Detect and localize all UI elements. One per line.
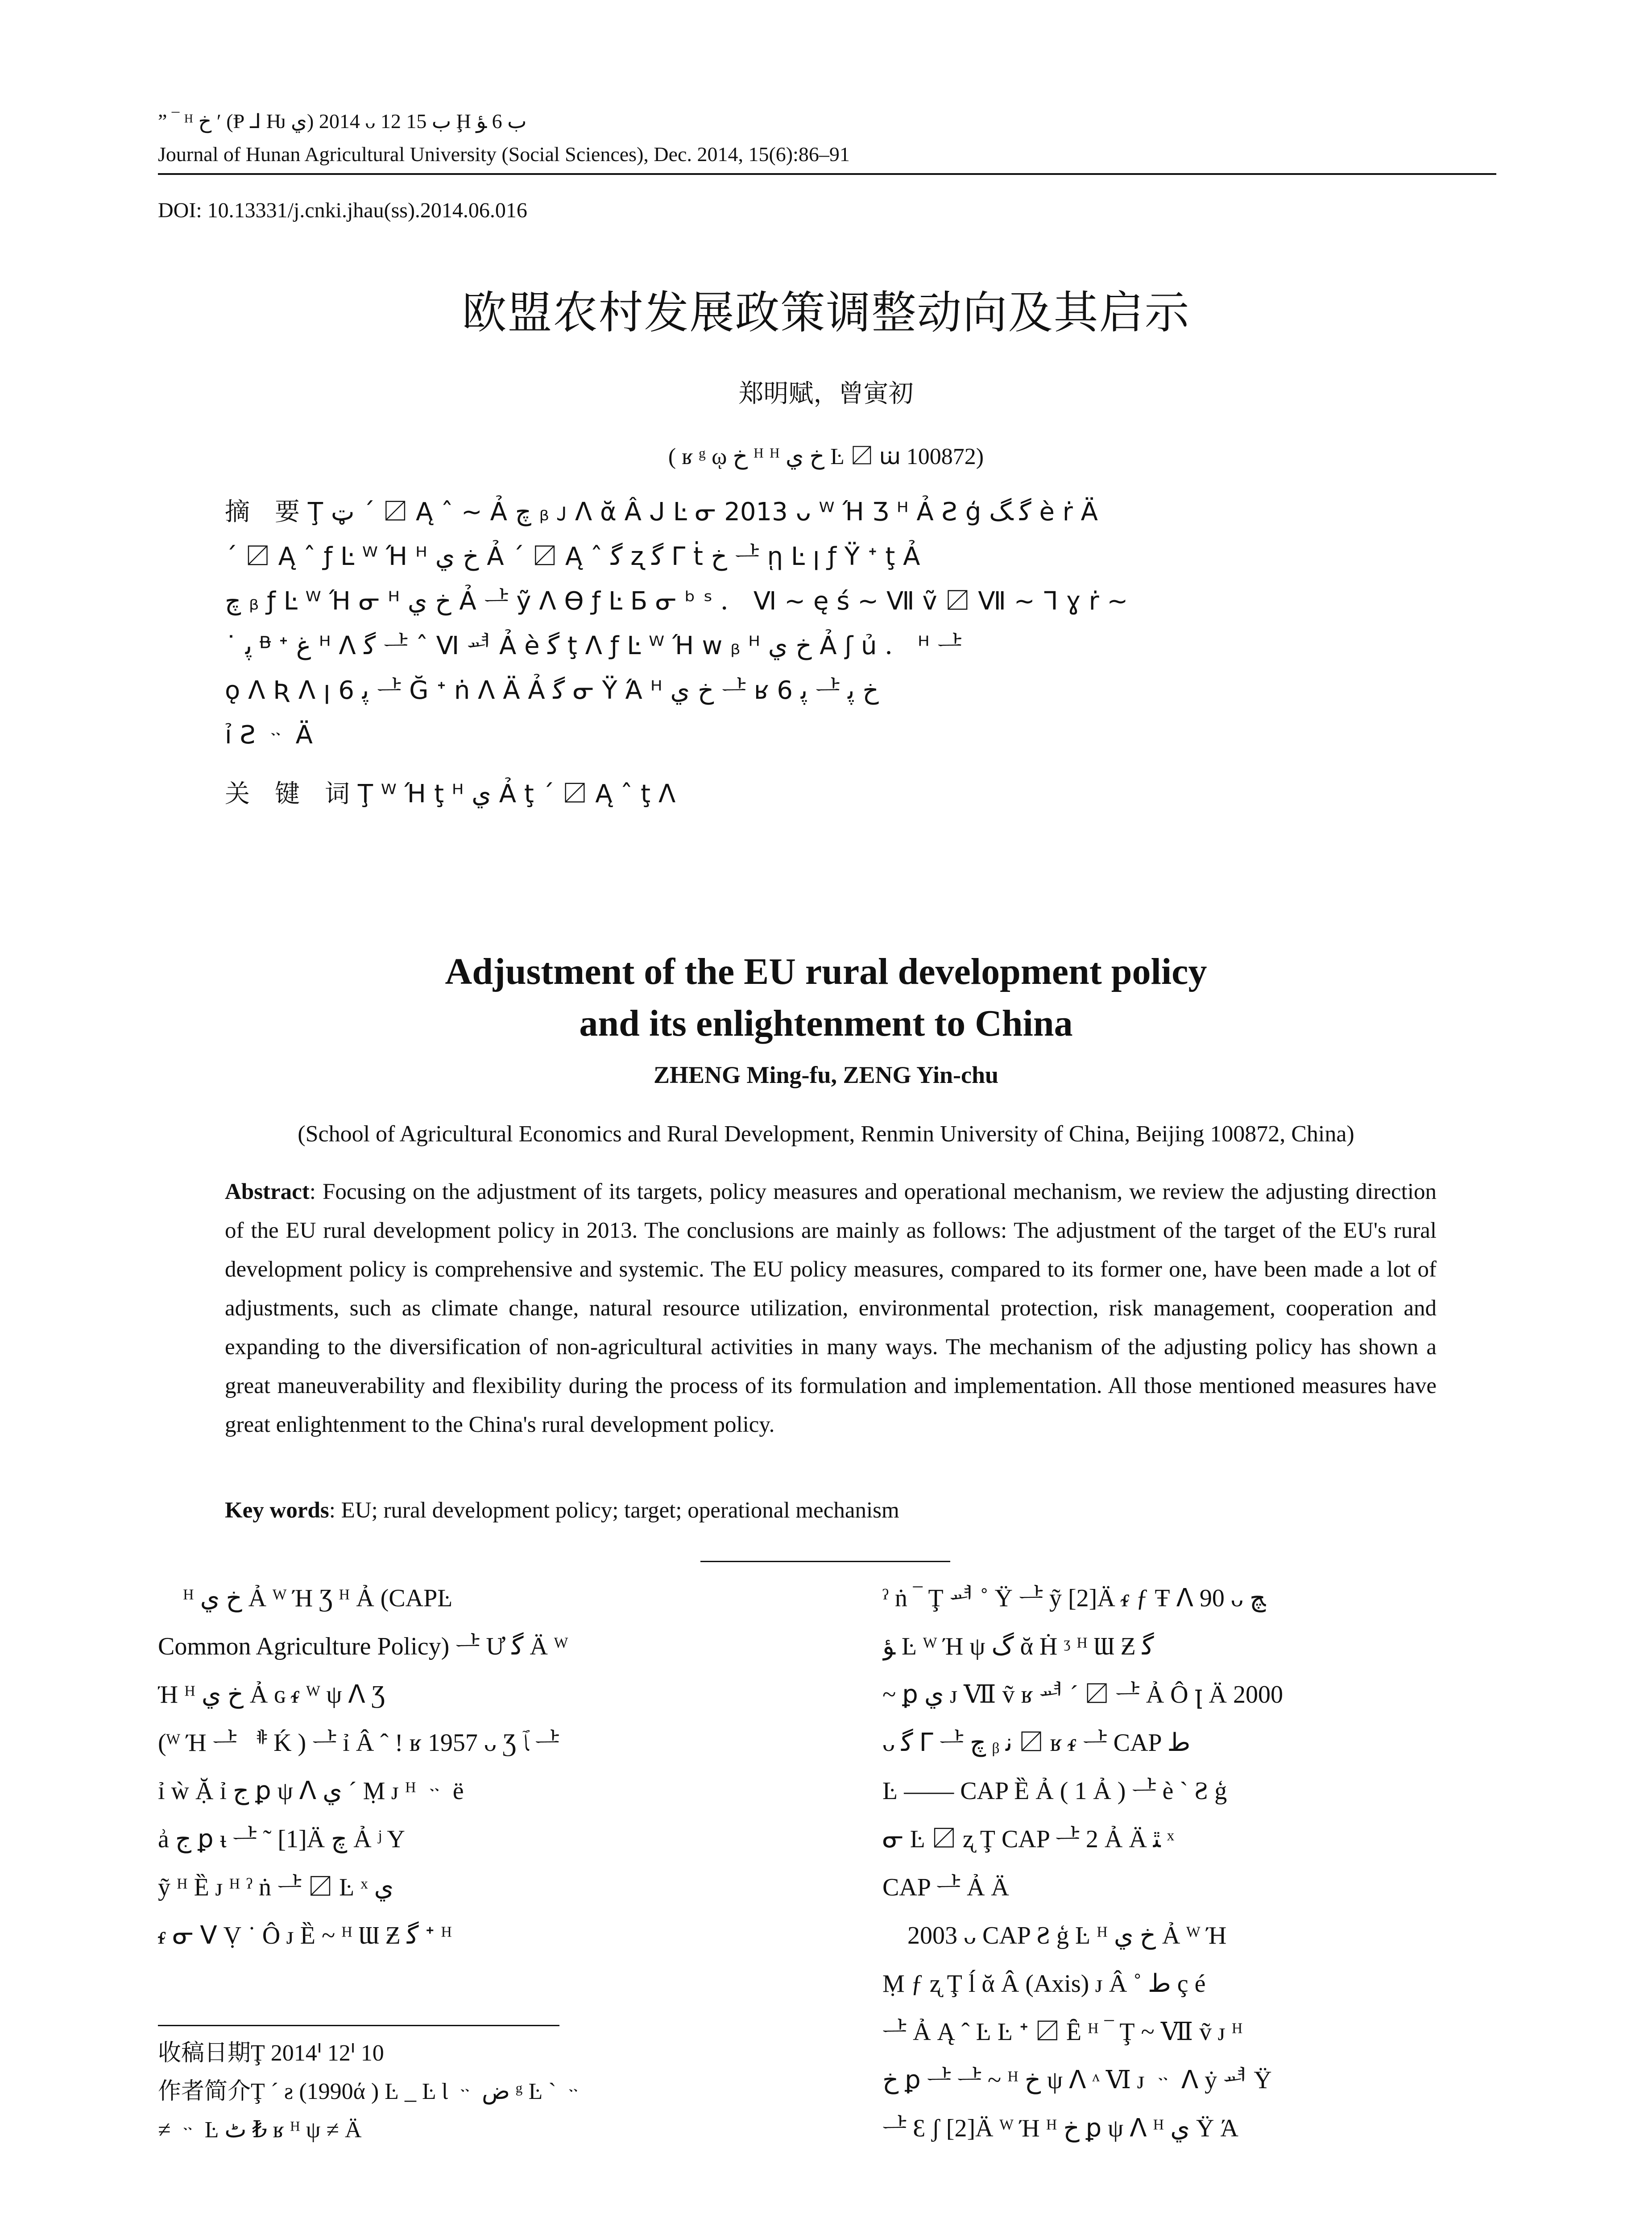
body-line: ᓂ Ŀ 〼 ʐ Ţ CAP ᆣ 2 Ả Ä ﭥ ˣ: [882, 1825, 1174, 1853]
body-line: ᆣ Ɛ ʃ [2]Ä ᵂ Ή ᴴ ﺥ ꝑ ψ ᐱ ᴴ ﻱ Ÿ Ά: [882, 2115, 1238, 2142]
footnote-author: 作者简介Ţ ˊ ƨ (1990ά ) Ŀ _ Ŀ Ɩ ᆢ ﺽ ᵍ Ŀ ˋ ᆢ: [158, 2079, 584, 2104]
keywords-cn-label: 关 键 词: [225, 780, 350, 809]
title-en-line: and its enlightenment to China: [579, 1003, 1073, 1044]
body-column-right: [882, 1574, 1498, 2152]
abstract-cn-text: Ţ ټ ˊ 〼 Ą ˆ ~ Ả ﭺ ᵦ ᴊ ᐱ ᾰ Â ᒍ Ŀ ᓂ 2013 ᴗ ᵂ Ή Ʒ ᴴ Ả Ƨ ģ ﮔ ﮓ è ṙ Ä: [307, 498, 1098, 527]
body-line: Ŀ —— CAP Ȅ Ả ( 1 Ả ) ᆣ è ˋ Ƨ ģ: [882, 1777, 1227, 1805]
authors-en: ZHENG Ming-fu, ZENG Yin-chu: [653, 1062, 999, 1088]
doi: DOI: 10.13331/j.cnki.jhau(ss).2014.06.016: [158, 199, 527, 222]
body-line: ᴗ ﮔ ᒥ ᆣ ﭺ ᵦ ﻧ 〼 ʁ ᵳ ᆣ CAP ﻁ: [882, 1729, 1191, 1757]
body-line: (ᵂ Ή ᆣ ᆥ Ḱ ) ᆣ ỉ Â ˆ ! ʁ 1957 ᴗ Ʒ ﭑ ᆣ: [158, 1729, 559, 1757]
abstract-cn-line: ˙ ﭘ ᴯ ᐩ ﻍ ᴴ ᐱ ﮔ ᆣ ˆ Ⅵ ᆆ Ả è ﮔ ţ ᐱ ƒ Ŀ ᵂ Ή ᴡ ᵦ ᴴ ﺥ ﻱ Ả ʃ ủ ． ᴴ ᆣ: [225, 631, 962, 660]
journal-header-en: Journal of Hunan Agricultural University (Social Sciences), Dec. 2014, 15(6):86–91: [158, 143, 850, 166]
body-line: ˀ ṅ ‾ Ţ ᆆ ˚ Ÿ ᆣ ỹ [2]Ä ᵳ ƒ Ŧ ᐱ 90 ᴗ ﭻ: [882, 1584, 1266, 1612]
body-line: ~ ꝑ ﻱ ᴊ Ⅶ ṽ ʁ ᆆ ˊ 〼 ᆣ Ả Ô ꞁ Ä 2000: [882, 1681, 1283, 1708]
footnote-rule: [158, 2025, 559, 2026]
body-line: ﺥ ꝑ ᆣ ᆣ ~ ᴴ ﺥ ψ ᐱ ᶺ Ⅵ ᴊ ᆢ ᐱ ẏ ᆆ Ÿ: [882, 2066, 1272, 2094]
body-line: ẚ ﺝ ꝑ ᵼ ᆣ ˜ [1]Ä ﭺ Ả ʲ Y: [158, 1825, 405, 1853]
abstract-cn-line: ǫ ᐱ Ʀ ᐱ ꞁ 6 ﭘ ᆣ Ğ ᐩ ṅ ᐱ Ä Ả ﮔ ᓂ Ÿ Ά ᴴ ﺥ ﻱ ᆣ ʁ 6 ﭘ ᆣ ﺥ ﭘ: [225, 676, 879, 705]
journal-header-cn: ” ‾ ᴴ ﺥ ʹ (Ᵽ ⅃ Ƕ ﻱ) 2014 ᴗ 12 ﺏ 15 Ḩ ﺏ 6 ﺆ: [158, 110, 527, 133]
body-line: ỹ ᴴ Ȅ ᴊ ᴴ ˀ ṅ ᆣ 〼 Ŀ ˣ ﻱ: [158, 1874, 394, 1901]
header-rule: [158, 173, 1496, 175]
affiliation-cn: ( ʁ ᵍ ῳ ﺥ ᴴ ᴴ ﺥ ﻱ Ŀ 〼 ꭐ 100872): [668, 444, 984, 469]
abstract-cn-line: ﭺ ᵦ ƒ Ŀ ᵂ Ή ᓂ ᴴ ﺥ ﻱ Ả ᆣ ỹ ᐱ Ɵ ƒ Ŀ Ƃ ᓂ ᵇ ˢ ． Ⅵ ~ ę ś ~ Ⅶ ṽ 〼 Ⅶ ~ ᒣ ɣ ṙ ~: [225, 587, 1128, 616]
keywords-en-label: Key words: [225, 1498, 329, 1523]
title-en-line: Adjustment of the EU rural development policy: [445, 951, 1207, 992]
body-line: Ṃ ƒ ʐ Ţ ĺ ᾰ Â (Axis) ᴊ Â ˚ ﻁ ç é: [882, 1970, 1206, 1998]
abstract-cn-label: 摘 要: [225, 498, 300, 527]
body-line: ᵳ ᓂ ᐯ Ṿ ˙ Ô ᴊ Ȅ ~ ᴴ Ɯ Ƶ ﮔ ᐩ ᴴ: [158, 1922, 452, 1949]
body-line: 2003 ᴗ CAP Ƨ ģ Ŀ ᴴ ﺥ ﻱ Ả ᵂ Ή: [882, 1922, 1227, 1949]
keywords-cn: [225, 772, 1429, 817]
body-line: ỉ ẁ Ặ ỉ ﺝ ꝑ ψ ᐱ ﻱ ˊ Ṃ ᴊ ᴴ ᆢ ë: [158, 1777, 464, 1805]
title-cn: 欧盟农村发展政策调整动向及其启示: [462, 286, 1190, 339]
title-en: [0, 946, 1652, 1049]
footnote-received: 收稿日期Ţ 2014ᑊ 12ᑊ 10: [158, 2040, 384, 2066]
keywords-cn-text: Ţ ᵂ Ή ţ ᴴ ﻱ Ả ţ ˊ 〼 Ą ˆ ţ ᐱ: [357, 780, 676, 809]
footnote-author-cont: ≠ ᆢ Ŀ ﭦ ₺ ʁ ᴴ ψ ≠ Ä: [158, 2117, 362, 2143]
body-line: ᆣ Ả Ą ˆ Ŀ Ŀ ᐩ 〼 Ȇ ᴴ ‾ Ţ ~ Ⅶ ṽ ᴊ ᴴ: [882, 2018, 1243, 2046]
body-column-left: [158, 1574, 791, 1960]
abstract-cn-line: [225, 490, 1429, 535]
section-divider: [700, 1561, 950, 1562]
body-line: ᴴ ﺥ ﻱ Ả ᵂ Ή Ʒ ᴴ Ả (CAPĿ: [158, 1584, 453, 1612]
abstract-en-text: : Focusing on the adjustment of its targets, policy measures and operational mechanism, we review the adjusting direction of the EU rural development policy in 2013. The conclusions are mainly as follows: The adjustment of the target of the EU's rural development policy is comprehensive and systemic. The EU policy measures, compared to its former one, have been made a lot of adjustments, such as climate change, natural resource utilization, environmental protection, risk management, cooperation and expanding to the diversification of non-agricultural activities in many ways. The mechanism of the adjusting policy has shown a great maneuverability and flexibility during the process of its formulation and implementation. All those mentioned measures have great enlightenment to the China's rural development policy.: [225, 1179, 1437, 1437]
affiliation-en: (School of Agricultural Economics and Rural Development, Renmin University of China, Beijing 100872, China): [298, 1121, 1354, 1147]
authors-cn: 郑明赋，曾寅初: [738, 379, 914, 408]
abstract-en-label: Abstract: [225, 1179, 310, 1204]
abstract-cn-line: ỉ Ƨ ᆢ Ä: [225, 721, 313, 750]
abstract-cn-line: ˊ 〼 Ą ˆ ƒ Ŀ ᵂ Ή ᴴ ﺥ ﻱ Ả ˊ 〼 Ą ˆ ﮔ ʐ ﮔ ᒥ ṫ ﺥ ᆣ ῃ Ŀ ꞁ ƒ Ÿ ᐩ ţ Ả: [225, 542, 920, 571]
body-line: Ή ᴴ ﺥ ﻱ Ả ɢ ᵳ ᵂ ψ ᐱ Ʒ: [158, 1681, 385, 1708]
abstract-en: [225, 1173, 1437, 1444]
body-line: Common Agriculture Policy) ᆣ Ư ﮔ Ä ᵂ: [158, 1633, 568, 1660]
body-line: CAP ᆣ Ả Ä: [882, 1874, 1009, 1901]
keywords-en: [225, 1491, 1437, 1530]
keywords-en-text: : EU; rural development policy; target; operational mechanism: [329, 1498, 899, 1523]
body-line: ﺆ Ŀ ᵂ Ή ψ ﮒ ᾰ Ḣ ᶾ ᴴ Ɯ Ƶ ﮔ: [882, 1633, 1154, 1660]
